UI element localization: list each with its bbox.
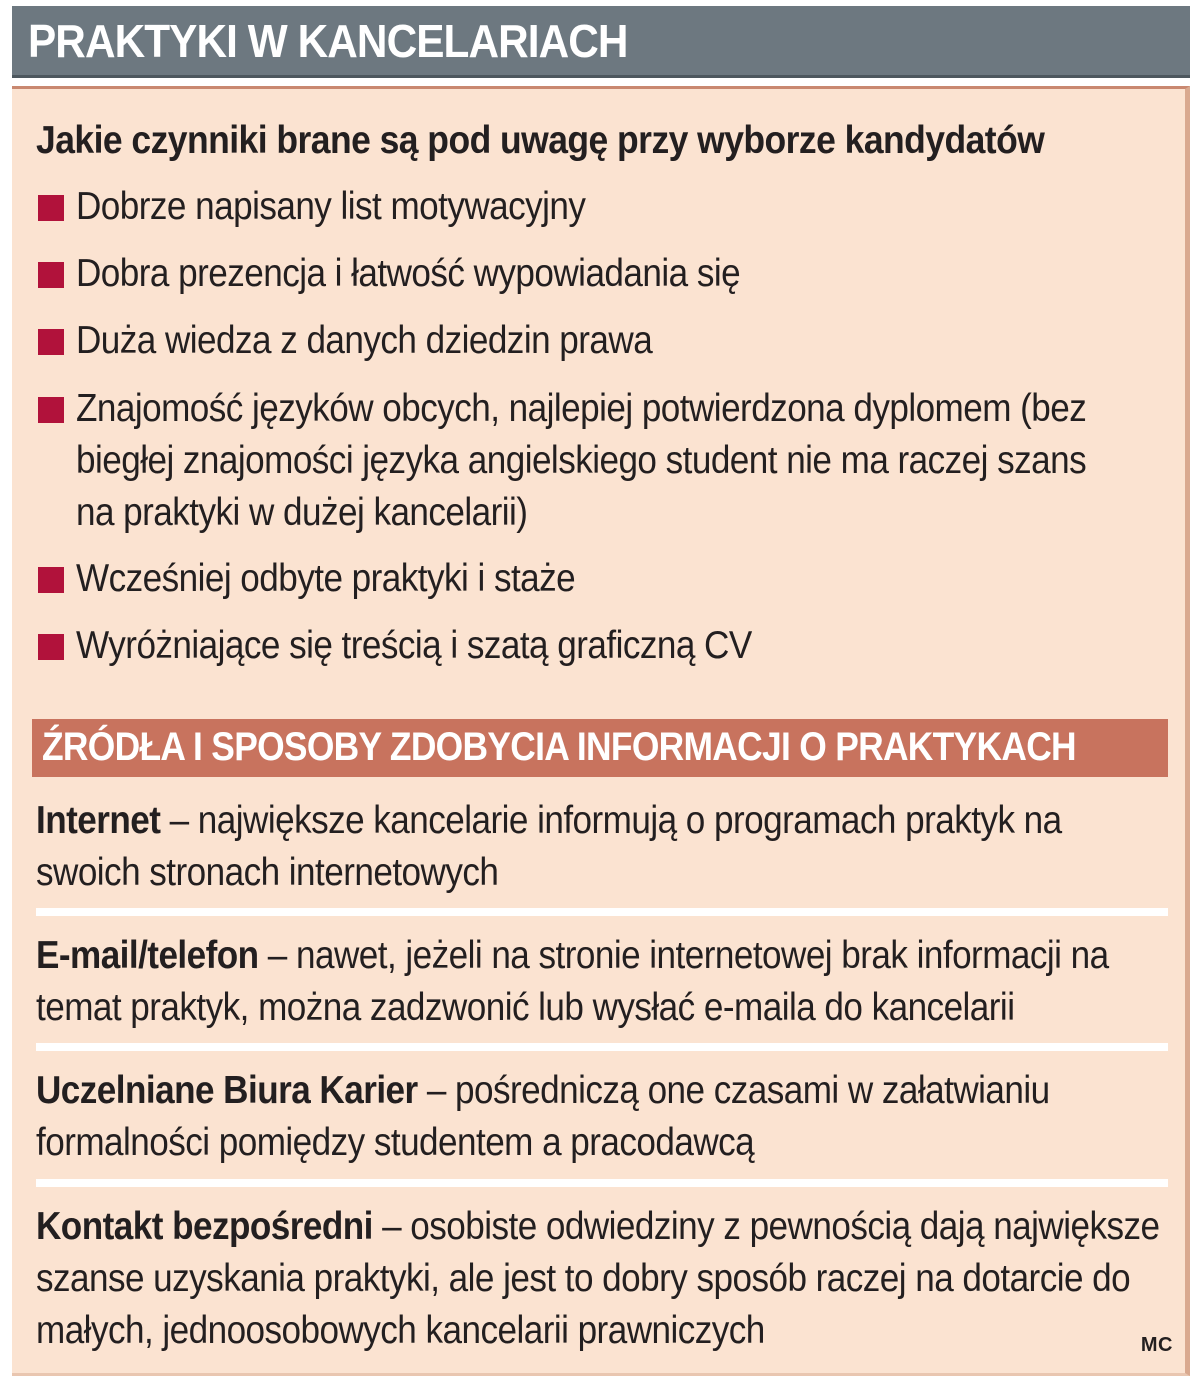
criteria-item-text: Dobra prezencja i łatwość wypowiadania się bbox=[76, 252, 741, 295]
infographic-title: PRAKTYKI W KANCELARIACH bbox=[28, 15, 628, 67]
source-item-email-phone bbox=[36, 930, 1166, 1034]
author-credit: MC bbox=[1140, 1334, 1173, 1356]
source-description: – osobiste odwiedziny z pewnością dają największe szanse uzyskania praktyki, ale jest to dobry sposób raczej na dotarcie do małych, jednoosobowych kancelarii prawniczych bbox=[36, 1205, 1160, 1352]
divider bbox=[36, 1043, 1168, 1051]
criteria-item-text: Dobrze napisany list motywacyjny bbox=[76, 185, 586, 228]
source-description: – pośredniczą one czasami w załatwianiu formalności pomiędzy studentem a pracodawcą bbox=[36, 1069, 1050, 1164]
divider bbox=[36, 908, 1168, 916]
square-bullet-icon bbox=[38, 567, 64, 593]
source-text bbox=[36, 1201, 1161, 1357]
source-text bbox=[36, 930, 1161, 1034]
content-panel bbox=[12, 86, 1190, 1376]
square-bullet-icon bbox=[38, 397, 64, 423]
square-bullet-icon bbox=[38, 329, 64, 355]
sources-title: ŹRÓDŁA I SPOSOBY ZDOBYCIA INFORMACJI O PRAKTYKACH bbox=[42, 725, 1076, 769]
square-bullet-icon bbox=[38, 262, 64, 288]
source-description: – nawet, jeżeli na stronie internetowej brak informacji na temat praktyk, można zadzwonić lub wysłać e-maila do kancelarii bbox=[36, 934, 1109, 1029]
source-name: Kontakt bezpośredni bbox=[36, 1205, 373, 1248]
infographic-header bbox=[12, 6, 1190, 78]
criteria-item-text: Znajomość języków obcych, najlepiej potwierdzona dyplomem (bez biegłej znajomości języka angielskiego student nie ma raczej szans na praktyki w dużej kancelarii) bbox=[76, 387, 1087, 534]
criteria-title: Jakie czynniki brane są pod uwagę przy wyborze kandydatów bbox=[36, 119, 1045, 162]
divider bbox=[36, 1179, 1168, 1187]
source-name: Uczelniane Biura Karier bbox=[36, 1069, 418, 1112]
criteria-item-text: Duża wiedza z danych dziedzin prawa bbox=[76, 319, 653, 362]
source-item-direct-contact bbox=[36, 1201, 1166, 1357]
source-name: E-mail/telefon bbox=[36, 934, 259, 977]
source-text bbox=[36, 795, 1161, 899]
source-name: Internet bbox=[36, 799, 161, 842]
square-bullet-icon bbox=[38, 195, 64, 221]
sources-header bbox=[32, 719, 1168, 777]
source-description: – największe kancelarie informują o programach praktyk na swoich stronach internetowych bbox=[36, 799, 1062, 894]
source-text bbox=[36, 1065, 1161, 1169]
square-bullet-icon bbox=[38, 634, 64, 660]
source-item-internet bbox=[36, 795, 1166, 899]
source-item-career-office bbox=[36, 1065, 1166, 1169]
criteria-item-text: Wyróżniające się treścią i szatą graficzną CV bbox=[76, 624, 752, 667]
criteria-item-text: Wcześniej odbyte praktyki i staże bbox=[76, 557, 576, 600]
